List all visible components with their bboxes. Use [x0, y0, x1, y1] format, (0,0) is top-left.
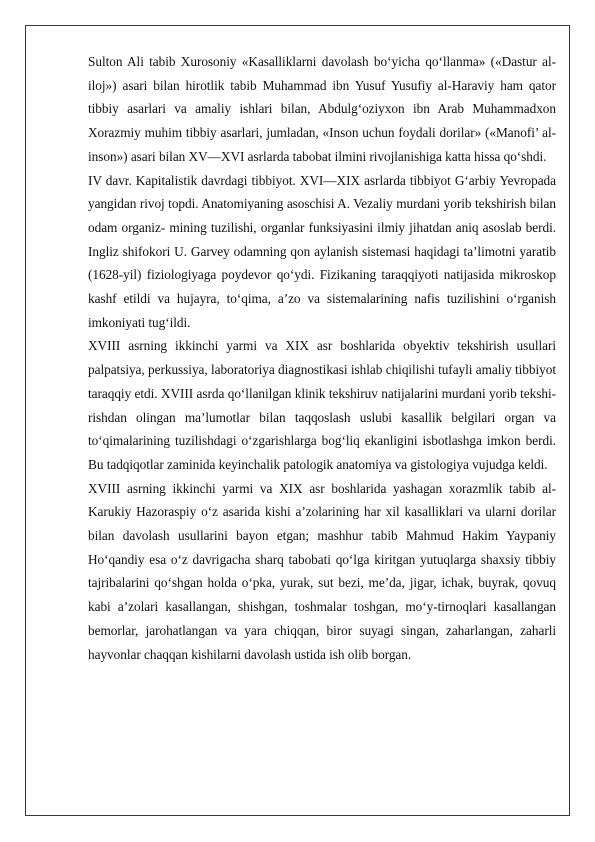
paragraph-period-iv: IV davr. Kapitalistik davrdagi tibbiyot. XVI—XIX asrlarda tibbiyot G‘arbiy Yevropada yangidan rivoj topdi. Anatomiyaning asoschisi A. Vezaliy murdani yorib tekshirish bilan odam organiz- mining tuzilishi, organlar funksiyasini ilmiy jihatdan aniq asoslab berdi. Ingliz shifokori U. Garvey odamning qon aylanish sistemasi haqidagi ta’limotni yaratib (1628-yil) fiziologiyaga poydevor qo‘ydi. Fizikaning taraqqiyoti natijasida mikroskop kashf etildi va hujayra, to‘qima, a’zo va sistemalarining nafis tuzilishini o‘rganish imkoniyati tug‘ildi.: [88, 172, 556, 330]
paragraph-xurosoniy: Sulton Ali tabib Xurosoniy «Kasalliklarni davolash bo‘yicha qo‘llanma» («Dastur al-iloj») asari bilan hirotlik tabib Muhammad ibn Yusuf Yusufiy al-Haraviy ham qator tibbiy asarlari va amaliy ishlari bilan, Abdulg‘oziyxon ibn Arab Muhammadxon Xorazmiy muhim tibbiy asarlari, jumladan, «Inson uchun foydali dorilar» («Manofi’ al-inson») asari bilan XV—XVI asrlarda tabobat ilmini rivojlanishiga katta hissa qo‘shdi.: [88, 54, 556, 164]
paragraph-khorezm-healers: XVIII asrning ikkinchi yarmi va XIX asr boshlarida yashagan xorazmlik tabib al-Karukiy Hazoraspiy o‘z asarida kishi a’zolarining har xil kasalliklari va ularni dorilar bilan davolash usullarini bayon etgan; mashhur tabib Mahmud Hakim Yaypaniy Ho‘qandiy esa o‘z davrigacha sharq tabobati qo‘lga kiritgan yutuqlarga shaxsiy tibbiy tajribalarini qo‘shgan holda o‘pka, yurak, sut bezi, me’da, jigar, ichak, buyrak, qovuq kabi a’zolari kasallangan, shishgan, toshmalar toshgan, mo‘y-tirnoqlari kasallangan bemorlar, jarohatlangan va yara chiqqan, biror suyagi singan, zaharlangan, zaharli hayvonlar chaqqan kishilarni davolash ustida ish olib borgan.: [88, 480, 556, 662]
document-body: [88, 50, 556, 666]
paragraph-xviii-century-methods: XVIII asrning ikkinchi yarmi va XIX asr boshlarida obyektiv tekshirish usullari palpatsiya, perkussiya, laboratoriya diagnostikasi ishlab chiqilishi tufayli amaliy tibbiyot taraqqiy etdi. XVIII asrda qo‘llanilgan klinik tekshiruv natijalarini murdani yorib tekshi- rishdan olingan ma’lumotlar bilan taqqoslash uslubi kasallik belgilari organ va to‘qimalarining tuzilishdagi o‘zgarishlarga bog‘liq ekanligini isbotlashga imkon berdi. Bu tadqiqotlar zaminida keyinchalik patologik anatomiya va gistologiya vujudga keldi.: [88, 338, 556, 472]
